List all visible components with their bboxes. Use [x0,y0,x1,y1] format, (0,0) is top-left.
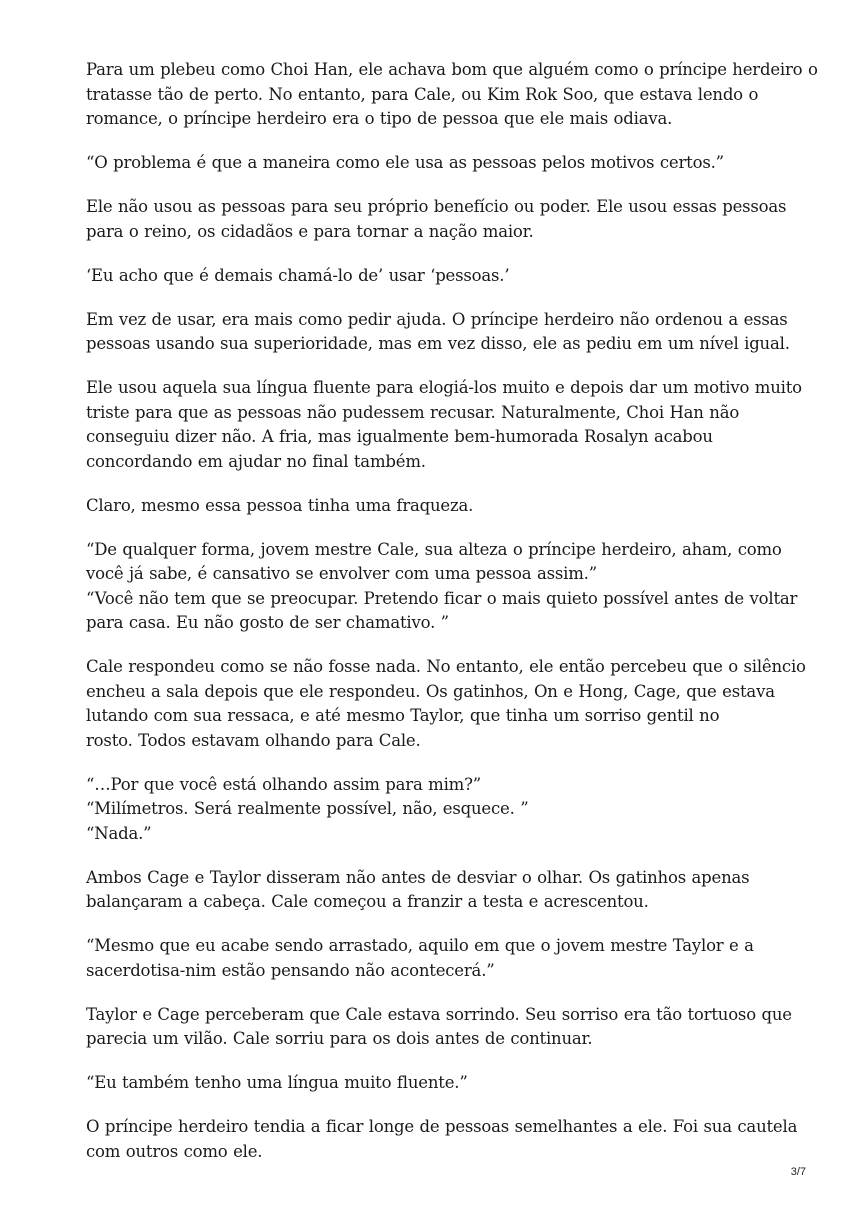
text-line: Ambos Cage e Taylor disseram não antes de desviar o olhar. Os gatinhos apenas [86,867,750,887]
paragraph [86,264,796,289]
text-line: com outros como ele. [86,1141,263,1161]
text-line: O príncipe herdeiro tendia a ficar longe de pessoas semelhantes a ele. Foi sua cautela [86,1117,798,1136]
paragraph [86,538,796,636]
text-line: “Nada.” [86,823,152,843]
text-line: “O problema é que a maneira como ele usa as pessoas pelos motivos certos.” [86,153,724,172]
text-line: “De qualquer forma, jovem mestre Cale, sua alteza o príncipe herdeiro, aham, como [86,539,782,559]
text-line: tratasse tão de perto. No entanto, para Cale, ou Kim Rok Soo, que estava lendo o [86,84,759,104]
text-line: parecia um vilão. Cale sorriu para os dois antes de continuar. [86,1029,593,1048]
paragraph [86,1071,796,1096]
text-line: encheu a sala depois que ele respondeu. Os gatinhos, On e Hong, Cage, que estava [86,681,775,701]
text-line: “…Por que você está olhando assim para mim?” [86,774,481,794]
text-line: para casa. Eu não gosto de ser chamativo. ” [86,613,449,632]
paragraph [86,1115,796,1164]
text-line: Cale respondeu como se não fosse nada. No entanto, ele então percebeu que o silêncio [86,657,806,676]
text-line: Para um plebeu como Choi Han, ele achava bom que alguém como o príncipe herdeiro o [86,60,818,79]
text-line: triste para que as pessoas não pudessem recusar. Naturalmente, Choi Han não [86,402,740,422]
text-line: Claro, mesmo essa pessoa tinha uma fraqueza. [86,495,474,515]
text-line: “Mesmo que eu acabe sendo arrastado, aquilo em que o jovem mestre Taylor e a [86,936,754,955]
text-line: para o reino, os cidadãos e para tornar a nação maior. [86,221,534,241]
text-line: conseguiu dizer não. A fria, mas igualmente bem-humorada Rosalyn acabou [86,427,713,446]
text-line: romance, o príncipe herdeiro era o tipo de pessoa que ele mais odiava. [86,109,673,128]
text-line: concordando em ajudar no final também. [86,451,426,471]
text-line: Em vez de usar, era mais como pedir ajuda. O príncipe herdeiro não ordenou a essas [86,309,788,329]
text-line: ‘Eu acho que é demais chamá-lo de’ usar ‘pessoas.’ [86,265,510,285]
paragraph [86,195,796,244]
text-line: balançaram a cabeça. Cale começou a franzir a testa e acrescentou. [86,892,649,911]
paragraph [86,151,796,176]
text-line: “Milímetros. Será realmente possível, não, esquece. ” [86,799,529,818]
paragraph [86,1003,796,1052]
text-line: “Você não tem que se preocupar. Pretendo ficar o mais quieto possível antes de voltar [86,588,798,608]
paragraph [86,376,802,474]
text-line: sacerdotisa-nim estão pensando não acontecerá.” [86,960,495,980]
text-line: rosto. Todos estavam olhando para Cale. [86,730,421,750]
paragraph [86,866,796,915]
paragraph [86,655,806,753]
paragraph [86,58,818,132]
text-line: Ele não usou as pessoas para seu próprio benefício ou poder. Ele usou essas pessoas [86,197,787,216]
paragraph [86,494,796,519]
text-line: Taylor e Cage perceberam que Cale estava sorrindo. Seu sorriso era tão tortuoso que [86,1004,792,1024]
text-line: pessoas usando sua superioridade, mas em vez disso, ele as pediu em um nível igual. [86,334,790,353]
text-line: lutando com sua ressaca, e até mesmo Taylor, que tinha um sorriso gentil no [86,706,720,725]
paragraph [86,308,796,357]
paragraph [86,773,796,847]
text-line: Ele usou aquela sua língua fluente para elogiá-los muito e depois dar um motivo muito [86,378,802,397]
page-number: 3/7 [790,1166,806,1178]
text-line: você já sabe, é cansativo se envolver com uma pessoa assim.” [86,564,597,583]
paragraph [86,934,796,983]
text-line: “Eu também tenho uma língua muito fluente.” [86,1073,468,1092]
